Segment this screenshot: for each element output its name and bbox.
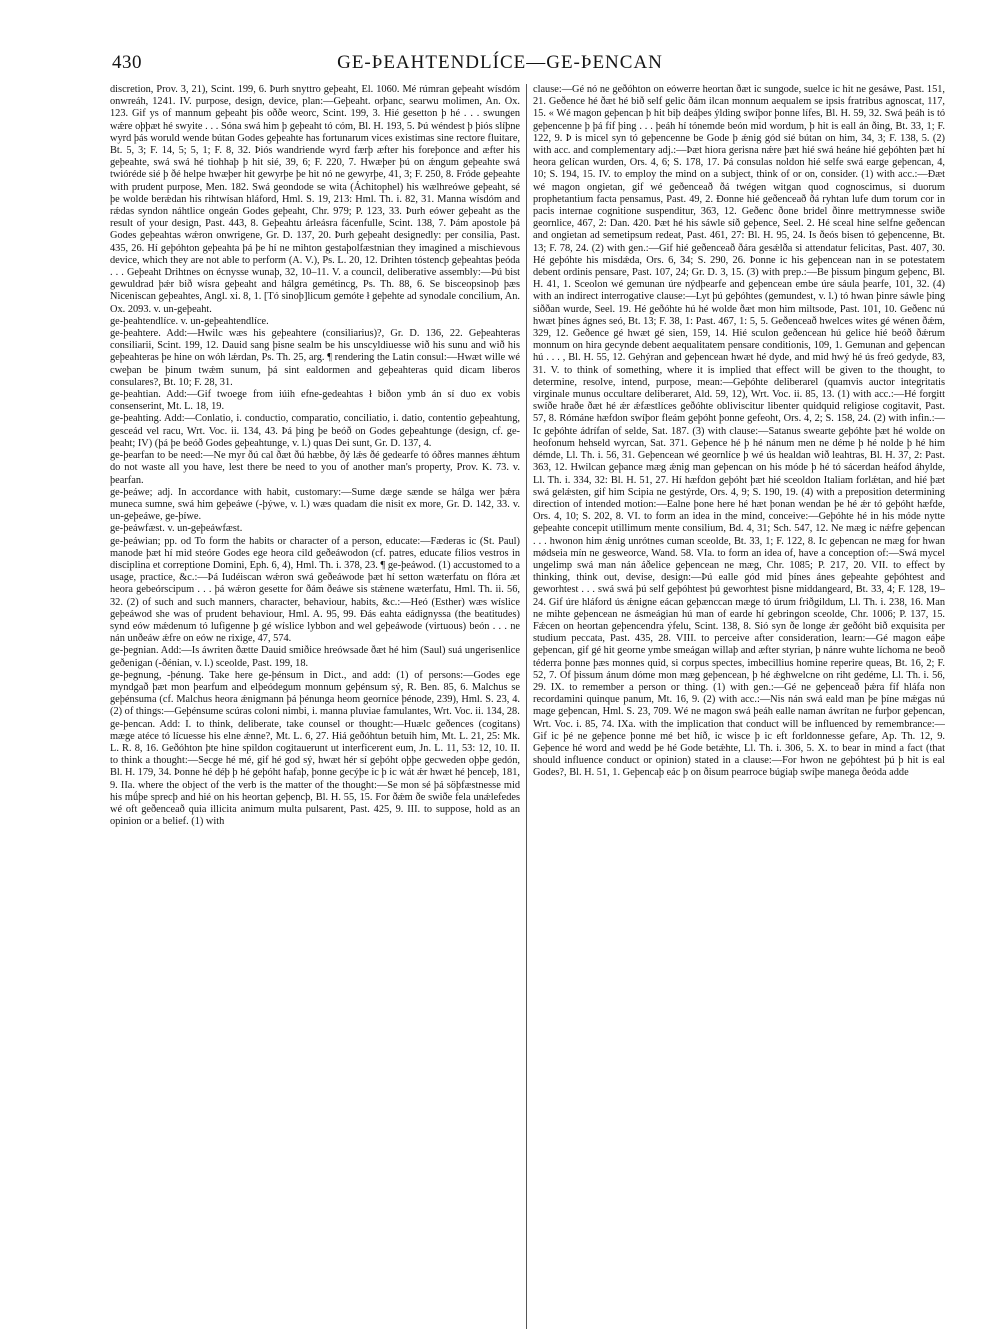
entry-paragraph: ge-þeahting. Add:—Conlatio, i. conductio, comparatio, conciliatio, i. datio, contentio geþeahtung, gesceád vel racu, Wrt. Voc. ii. 134, 43. Þá þing þe beóð on Godes geþeahtunge (design, cf. ge-þeaht; IV) (þá þe beóð Godes geþeahtunge, v. l.) quas Dei sunt, Gr. D. 137, 4. — [110, 413, 520, 449]
entry-paragraph: clause:—Gé nó ne geðóhton on eówerre heortan ðæt ic sungode, suelce ic hit ne gesáwe, Past. 151, 21. Geðence hé ðæt hé bið self gelic ðám ilcan monnum aequalem se ipsis fratribus agnoscat, 117, 15. « Wé magon geþencan þ hit biþ deáþes ýlding swíþor þonne lífes, Bl. H. 59, 32. Swá þeáh is tó geþencenne þ þá fíf þing . . . þeáh hí tónemde beón mid wordum, þ hit is eall án ðing, Bt. 33, 1; F. 122, 9. Þ is micel syn tó geþencenne be Gode þ ǽnig gód sié bútan on him, 34, 3; F. 138, 5. (2) with acc. and complementary adj.:—Þæt hiora gerisna nǽre þæt hié swá heáne hié geþóhten þæt hí heora gelícan wurden, Ors. 4, 6; S. 178, 17. Þá consulas noldon hié selfe swá earge geþencan, 4, 10; S. 194, 15. IV. to employ the mind on a subject, think of or on, consider. (1) with acc.:—Ðæt wé magon ongietan, gif wé geðenceað ðá twégen witgan quod cognoscimus, si duorum prophetantium facta pensamus, Past. 49, 2. Ðonne hié geðenceað ðá ryhtan lufe dum torum cor in pacis internae cognitione suspenditur, 363, 12. Geðenc ðone bridel ðinre mettrymnesse swiðe geornlice, 467, 2: Dan. 420. Þæt hé his sáwle síð geþence, Seel. 2. Hé sceal hine selfne geðencan and ongietan ad semetipsum redeat, Past. 461, 27: Bl. H. 95, 24. Is ðeós bisen tó geþencenne, Bt. 13; F. 78, 24. (2) with gen.:—Gif hié geðenceað ðára gesǽlða si attendatur felicitas, Past. 407, 30. Hé geþóhte his misdǽda, Ors. 6, 34; S. 290, 26. Þonne ic his geþencean nan in se potestatem debent ordinis pensare, Past. 107, 24; Gr. D. 3, 15. (3) with prep.:—Be þissum þingum geþenc, Bl. H. 41, 1. Sceolon wé gemunan úre nýdþearfe and geþencean embe úre sáula þearfe, 101, 32. (4) with an indirect interrogative clause:—Lyt þú geþóhtes (gemundest, v. l.) tó hwan þinre sáwle þing siððan wurde, Seel. 19. Hé geðóhte hú hé wolde ðæt mon him miltsode, Past. 101, 10. Geðenc nú hwæt þínes ágnes seó, Bt. 13; F. 38, 1: Past. 467, 1: 5, 5. Geðenceað hwelces wites gé wénen ðǽm, 329, 12. Geðence gé hwæt gé sien, 159, 14. Hié sculon geðencean hú gelice hié beóð ðǽrum monnum on hira gecynde debent aequalitatem pensare conditionis, 109, 1. Gemunan and geþencan hú . . . , Bl. H. 55, 12. Gehýran and geþencean hwæt hé dyde, and mid hwý hé ús freó gedyde, 83, 31. V. to think of something, where it is implied that effect will be given to the thought, to determine, resolve, intend, purpose, mean:—Geþóhte deliberarel (quamvis auctor integritatis virginale munus occultare deliberaret, Ald. 59, 12), Wrt. Voc. ii. 85, 13. (1) with acc.:—Hé forgitt swíðe hraðe ðæt hé ǽr ǽfæstlíces geðóhte obliviscitur libenter quidquid religiose cogitavit, Past. 57, 8. Rómáne hæfdon swíþor fleám geþóht þonne gefeoht, Ors. 4, 2; S. 158, 24. (2) with infin.:—Ic geþóhte ádrífan of selde, Sat. 187. (3) with clause:—Satanus swearte geþóhte þæt hé wolde on heofonum hehseld wyrcan, Sat. 371. Geþence hé þ hé nánum men ne déme þ hé nolde þ hé him démde, Ll. Th. i. 56, 31. Geþencean wé geornlíce þ wé ús healdan wið leahtras, Bl. H. 37, 2: Past. 363, 12. Hwilcan geþance mæg ǽnig man geþencan on his móde þ hé tó sácerdan heáfod áhylde, Ll. Th. i. 334, 32: Bl. H. 51, 27. Hí hæfdon geþóht þæt hié sceoldon Italiam forlǽtan, and hié þæt swá gelǽsten, gif him Scipia ne gestýrde, Ors. 4, 9; S. 190, 19. (4) with a preposition determining direction of intended motion:—Ealne þone here hé hæt þonan wendan þe hé ǽr tó geþóht hæfde, Ors. 4, 10; S. 202, 8. VI. to form an idea in the mind, conceive:—Geþóhte hé in his móde nytte geþeahte concepit utillimum mente consilium, Bd. 4, 31; Sch. 547, 12. Ne mæg ic nǽfre geþencan . . . hwonon him ǽnig unrótnes cuman sceolde, Bt. 33, 1; F. 122, 8. Ic geþencan ne mæg for hwan mǿdseia mín ne gesweorce, Wand. 58. VIa. to form an idea of, have a conception of:—Swá mycel ungelimp swá man nán áðelice geþencean ne mæg, Chr. 1085; P. 217, 20. VII. to effect by thinking, think out, devise, design:—Þú ealle gód mid þínes ánes geþeahte geþóhtest and geworhtest . . . swá swá þú self geþóhtest þú geworhtest þisne middangeard, Bt. 33, 4; F. 128, 19–24. Gif úre hláford ús ǽnigne eácan geþænccan mæge tó úrum friðgildum, Ll. Th. i. 238, 16. Man ne mihte geþencean ne ásmeágian hú man of earde hí gebringon sceolde, Chr. 1006; P. 137, 15. Fǽcen on heortan geþencendra ýfelu, Scint. 138, 8. Sió syn ðe longe ǽr geðóht bið exquisita per studium peccata, Past. 435, 28. VIII. to perceive after consideration, learn:—Gé magon eáþe geþencan, gif gé hit georne ymbe smeágan willaþ and æfter styrian, þ nánre wuhte líchoma ne beoð téderra þonne þæs monnes quid, si corpus spectes, imbecillius homine reperire queas, Bt. 16, 2; F. 52, 7. Of þissum ánum dóme mon mæg geþencean, þ hé ǽghwelcne on riht gedéme, Ll. Th. i. 56, 29. IX. to remember a person or thing. (1) with gen.:—Gé ne geþenceað þǽra fíf hláfa non recordamini quinque panum, Mt. 16, 9. (2) with acc.:—Nis nán swá eald man þe þíne mǽgas nú mage geþencan, Hml. S. 23, 709. Wé ne magon swá þeáh ealle naman áwrítan ne furþor geþencan, Wrt. Voc. i. 85, 74. IXa. with the implication that conduct will be influenced by remembrance:—Gif ic þé ne geþence þonne mé bet híð, ic wisce þ ic eft forldonnesse gefare, Ap. Th. 12, 9. Geþence hé word and wedd þe hé Gode betǽhte, Ll. Th. i. 306, 5. X. to bear in mind a fact (that should influence conduct or opinion) stated in a clause:—For hwon ne geþóhtest þú þ hit is eal Godes?, Bl. H. 51, 1. Geþencaþ eác þ on ðisum pearroce búgiaþ swíþe manega ðeóda adde — [533, 84, 945, 779]
entry-paragraph: ge-þeahtendlíce. v. un-geþeahtendlíce. — [110, 315, 269, 327]
entry-paragraph: ge-þeahtian. Add:—Gif twoege from iúih efne-gedeahtas ł biðon ymb án sí duo ex vobis consenserint, Mt. L. 18, 19. — [110, 389, 520, 413]
entry-paragraph: ge-þeáwian; pp. od To form the habits or character of a person, educate:—Fæderas ic (St. Paul) manode þæt hí mid steóre Godes ege heora cild geðeáwodon (cf. patres, educate filios vestros in disciplina et correptione Domini, Eph. 6, 4), Hml. Th. i. 378, 23. ¶ ge-þeáwod. (1) accustomed to a usage, practice, &c.:—Þá Iudéiscan wǽron swá geðeáwode þæt hí setton wæterfatu on flóra æt heora gebeórscipum . . . þá wǽron gesette for ðám ðeáwe sis stǽnene wæterfatu, Hml. Th. ii. 56, 32. (2) of such and such manners, character, behaviour, habits, &c.:—Heó (Esther) wæs wíslice geþeáwod she was of prudent behaviour, Hml. A. 95, 99. Ðás eahta eádignyssa (the beatitudes) synd eów mǽdenum tó lufigenne þ gé wíslice lybbon and wel geþeáwode (virtuous) beón . . . ne nán unðeáw ǽfre on eów ne rixige, 47, 574. — [110, 535, 520, 645]
entry-paragraph: discretion, Prov. 3, 21), Scint. 199, 6. Þurh snyttro geþeaht, El. 1060. Mé rúmran geþeaht wísdóm onwreáh, 1241. IV. purpose, design, device, plan:—Geþeaht. orþanc, searwu molimen, An. Ox. 123. Gif ys of mannum geþeaht þis oððe weorc, Scint. 199, 3. Hié gesetton þ hé . . . swungen wǽre oþþæt hé swyite . . . Sóna swá him þ geþeaht tó cóm, Bl. H. 193, 5. Þú wéndest þ þiós slíþne wyrd þás woruld wende bútan Godes geþeahte has fortunarum vices existimas sine rectore fluitare, Bt. 5, 3; F. 14, 5; 5, 1; F. 8, 32. Þiós wandriende wyrd færþ æfter his foreþonce and æfter his geþeahte, swá swá hé tiohhaþ þ hit sié, 39, 6; F. 220, 7. Hwæþer þú on ǽngum geþeahte swá twióréde sié þ ðé helpe hwæþer hit gewyrþe þe hit nó ne gewyrþe, 41, 3; F. 250, 8. Fróde geþeahte with prudent purpose, Men. 182. Swá geondode se wita (Áchitophel) his wælhreówe geþeaht, sé þe wolde berǽdan his rihtwísan hláford, Hml. S. 19, 213: Hml. Th. i. 82, 31. Manna wísdóm and rǽdas syndon náhtlice ongeán Godes geþeaht, Chr. 979; P. 123, 33. Þurh eówer geþeaht as the result of your design, Past. 443, 8. Geþeahtu árleásra fácenfulle, Scint. 138, 7. Þám apostole þá Godes geþeahtas wǽron onwrigene, Gr. D. 137, 20. Þurh geþeaht designedly: per consilia, Past. 435, 26. Hí geþóhton geþeahta þá þe hí ne mihton gestaþolfæstnian they imagined a mischievous device, which they are not able to perform (A. V.), Ps. L. 20, 12. Drihten tóstencþ geþeahtas þeóda . . . Geþeaht Drihtnes on écnysse wunaþ, 32, 10–11. V. a council, deliberative assembly:—Þú bist gewuldrad þǽr bið wísra geþeaht and hálgra gemétincg, Ps. Th. 88, 6. Se bisceopsinoþ þæs Niceniscan geþeahtes, Angl. xi. 8, 1. [Tó sinoþ]licum gemóte ł geþehte ad synodale concilium, An. Ox. 2093. v. un-geþeaht. — [110, 84, 520, 315]
left-column — [110, 84, 520, 1329]
page-number: 430 — [112, 52, 142, 73]
entry-paragraph: ge-þegnian. Add:—Is áwriten ðætte Dauid smiðice hreówsade ðæt hé him (Saul) suá ungerisenlice geðenigan (-ðénian, v. l.) sceolde, Past. 199, 18. — [110, 645, 520, 669]
entry-paragraph: ge-þeáwe; adj. In accordance with habit, customary:—Sume dæge sænde se hálga wer þǽra muneca sumne, swá him geþeáwe (-þýwe, v. l.) wæs quadam die nisit ex more, Gr. D. 142, 33. v. un-geþeáwe, ge-þíwe. — [110, 486, 520, 523]
entry-paragraph: ge-þencan. Add: I. to think, deliberate, take counsel or thought:—Huælc geðences (cogitans) mæge atéce tó lícuesse his elne ǽnne?, Mt. L. 6, 27. Hiá geðóhtun betuih him, Mt. L. 21, 25: Mk. L. R. 8, 16. Geðóhton þte hine spildon cogitauerunt ut interficerent eum, Jn. L. 11, 53: 12, 10. II. to think a thought:—Secge hé mé, gif hé god sý, hwæt hér sí geþóht oþþe gecweden oþþe gedón, Bl. H. 179, 34. Þonne hé déþ þ hé geþóht hafaþ, þonne gecýþe ic þ ic wát ǽr hwæt hé þenceþ, 181, 9. IIa. where the object of the verb is the matter of the thought:—Se mon sé þá söþfæstnesse mid his mǘþe sprecþ and hié on his heortan geþencþ, Bl. H. 55, 15. For ðǽm ðe swiðe fela unǽlefedes wé oft geðenceað quia illicita animum multa pulsarent, Past. 425, 9. III. to suppose, hold as an opinion or a belief. (1) with — [110, 718, 520, 828]
column-divider — [526, 84, 527, 1329]
right-column — [533, 84, 945, 1329]
entry-paragraph: ge-þearfan to be need:—Ne myr ðú cal ðæt ðú hæbbe, ðý lǽs ðé gedearfe tó óðres mannes ǽhtum do not waste all you have, lest there be need to you of another man's property, Prov. K. 73. v. þearfan. — [110, 450, 520, 486]
entry-paragraph: ge-þeáwfæst. v. un-geþeáwfæst. — [110, 523, 243, 535]
running-head: GE-ÞEAHTENDLÍCE—GE-ÞENCAN — [337, 52, 663, 73]
entry-paragraph: ge-þegnung, -þénung. Take here ge-þénsum in Dict., and add: (1) of persons:—Godes ege myndgað þæt mon þearfum and elþeódegum monnum geþénsum sý, R. Ben. 85, 6. Malchus se geþénsuma (cf. Malchus heora ǽnigmann þá þénunga heom georníce þénode, 239), Hml. S. 23, 4. (2) of things:—Geþénsume scúras coloni nimbi, i. manna pluviae famulantes, Wrt. Voc. ii. 134, 28. — [110, 669, 520, 718]
entry-paragraph: ge-þeahtere. Add:—Hwilc wæs his geþeahtere (consiliarius)?, Gr. D. 136, 22. Geþeahteras consiliarii, Scint. 199, 12. Dauid sang þisne sealm be his unscyldiuesse wið his sunu and wið his geþeahteras þe hine on wóh lǽrdan, Ps. Th. 25, arg. ¶ rendering the Latin consul:—Hwæt wille wé cweþan be þinum twǽm sunum, þá sint ealdormen and geþeahteras quid dicam liberos consulares?, Bt. 10; F. 28, 31. — [110, 328, 520, 388]
